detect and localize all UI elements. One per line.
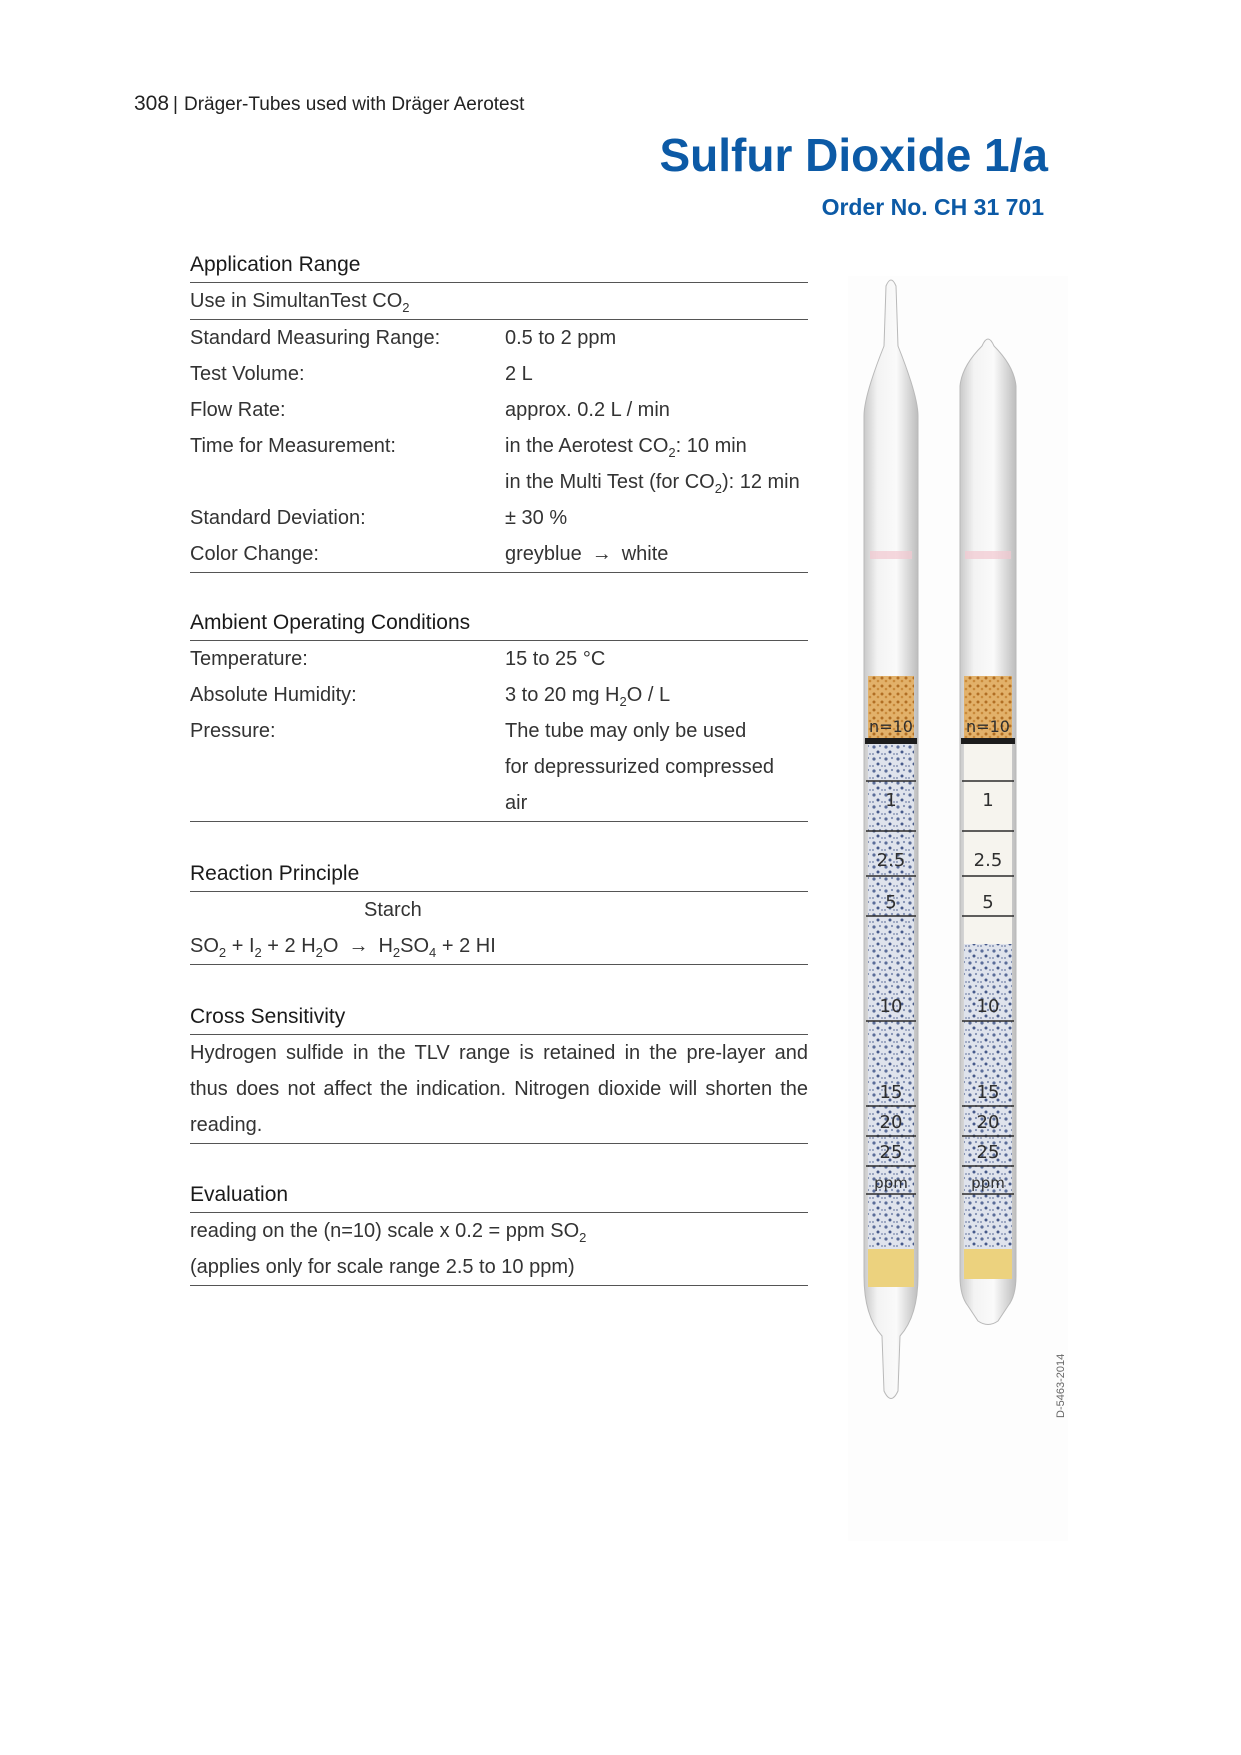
standard-deviation-row: [190, 500, 808, 536]
section-heading: Ambient Operating Conditions: [190, 606, 808, 641]
row-value: The tube may only be used: [505, 720, 747, 742]
evaluation-section: [190, 1178, 808, 1286]
arrow-right-icon: →: [348, 935, 369, 957]
tube-left: [864, 280, 918, 1399]
scale-label: 15: [976, 1082, 1000, 1103]
page-title: Sulfur Dioxide 1/a: [659, 129, 1048, 181]
scale-label: 1: [885, 790, 897, 811]
scale-label: 5: [982, 892, 994, 913]
scale-label: n=10: [966, 717, 1010, 736]
row-label: Test Volume:: [190, 363, 305, 385]
scale-label: 20: [976, 1112, 1000, 1133]
measurement-time-row-2: [190, 464, 808, 500]
row-value: 3 to 20 mg $H_2O$ / L: [505, 684, 671, 709]
scale-label: 15: [879, 1082, 903, 1103]
row-label: Flow Rate:: [190, 399, 286, 421]
test-volume-row: [190, 356, 808, 392]
running-title: Dräger-Tubes used with Dräger Aerotest: [183, 94, 525, 115]
row-value: 15 to 25 °C: [505, 648, 606, 670]
section-heading: Cross Sensitivity: [190, 1000, 808, 1035]
pressure-row-2: [190, 749, 808, 785]
section-heading: Evaluation: [190, 1178, 808, 1213]
row-value: greyblue → white: [505, 543, 669, 565]
photo-credit: D-5463-2014: [1055, 1353, 1067, 1418]
scale-label: 2.5: [973, 850, 1003, 871]
scale-label: 10: [976, 996, 1000, 1017]
evaluation-line-2: (applies only for scale range 2.5 to 10 ppm): [190, 1249, 808, 1286]
application-range-section: [190, 248, 808, 573]
measuring-range-row: [190, 320, 808, 356]
row-value: ± 30 %: [505, 507, 568, 529]
scale-label: 1: [982, 790, 994, 811]
section-heading: Application Range: [190, 248, 808, 283]
ambient-conditions-section: [190, 606, 808, 822]
header-separator: |: [173, 94, 178, 115]
scale-label: 2.5: [876, 850, 906, 871]
row-value: air: [505, 792, 528, 814]
reaction-principle-section: [190, 857, 808, 965]
scale-label: 10: [879, 996, 903, 1017]
color-change-row: [190, 536, 808, 573]
reaction-equation: [190, 928, 808, 965]
scale-label: 5: [885, 892, 897, 913]
row-value: 2 L: [505, 363, 533, 385]
cross-sensitivity-section: [190, 1000, 808, 1144]
measurement-time-row: [190, 428, 808, 464]
pressure-row-3: [190, 785, 808, 822]
cross-sensitivity-text: Hydrogen sulfide in the TLV range is retained in the pre-layer and thus does not affect the indication. Nitrogen dioxide will shorten the reading.: [190, 1035, 808, 1144]
row-label: Standard Deviation:: [190, 507, 366, 529]
row-value: approx. 0.2 L / min: [505, 399, 670, 421]
temperature-row: [190, 641, 808, 677]
row-label: Pressure:: [190, 720, 276, 742]
row-label: Temperature:: [190, 648, 308, 670]
use-in-text: Use in SimultanTest $CO_2$: [190, 290, 410, 315]
scale-label: n=10: [869, 717, 913, 736]
row-value: in the Aerotest $CO_2$: 10 min: [505, 435, 747, 460]
row-value: in the Multi Test (for $CO_2$): 12 min: [505, 471, 800, 496]
catalyst-label: Starch: [364, 899, 422, 921]
scale-label: 25: [879, 1142, 903, 1163]
order-number: Order No. CH 31 701: [821, 194, 1044, 220]
scale-label: ppm: [971, 1174, 1005, 1192]
row-label: Color Change:: [190, 543, 319, 565]
row-value: for depressurized compressed: [505, 756, 775, 778]
row-value: 0.5 to 2 ppm: [505, 327, 617, 349]
use-in-row: [190, 283, 808, 320]
scale-label: ppm: [874, 1174, 908, 1192]
equation-text: $SO_2 + I_2 + 2$ $H_2O \to H_2SO_4 + 2$ HI: [190, 935, 496, 960]
running-header: [134, 92, 524, 116]
catalyst-row: [190, 892, 808, 928]
tube-right: [960, 339, 1016, 1325]
evaluation-line-1: reading on the (n=10) scale x 0.2 = ppm $SO_2$: [190, 1220, 587, 1245]
pressure-row: [190, 713, 808, 749]
arrow-right-icon: →: [591, 543, 612, 565]
row-label: Standard Measuring Range:: [190, 327, 441, 349]
section-heading: Reaction Principle: [190, 857, 808, 892]
scale-label: 20: [879, 1112, 903, 1133]
flow-rate-row: [190, 392, 808, 428]
tube-photo: [848, 276, 1068, 1541]
page-number: 308: [134, 92, 170, 115]
scale-label: 25: [976, 1142, 1000, 1163]
row-label: Time for Measurement:: [190, 435, 396, 457]
humidity-row: [190, 677, 808, 713]
row-label: Absolute Humidity:: [190, 684, 357, 706]
